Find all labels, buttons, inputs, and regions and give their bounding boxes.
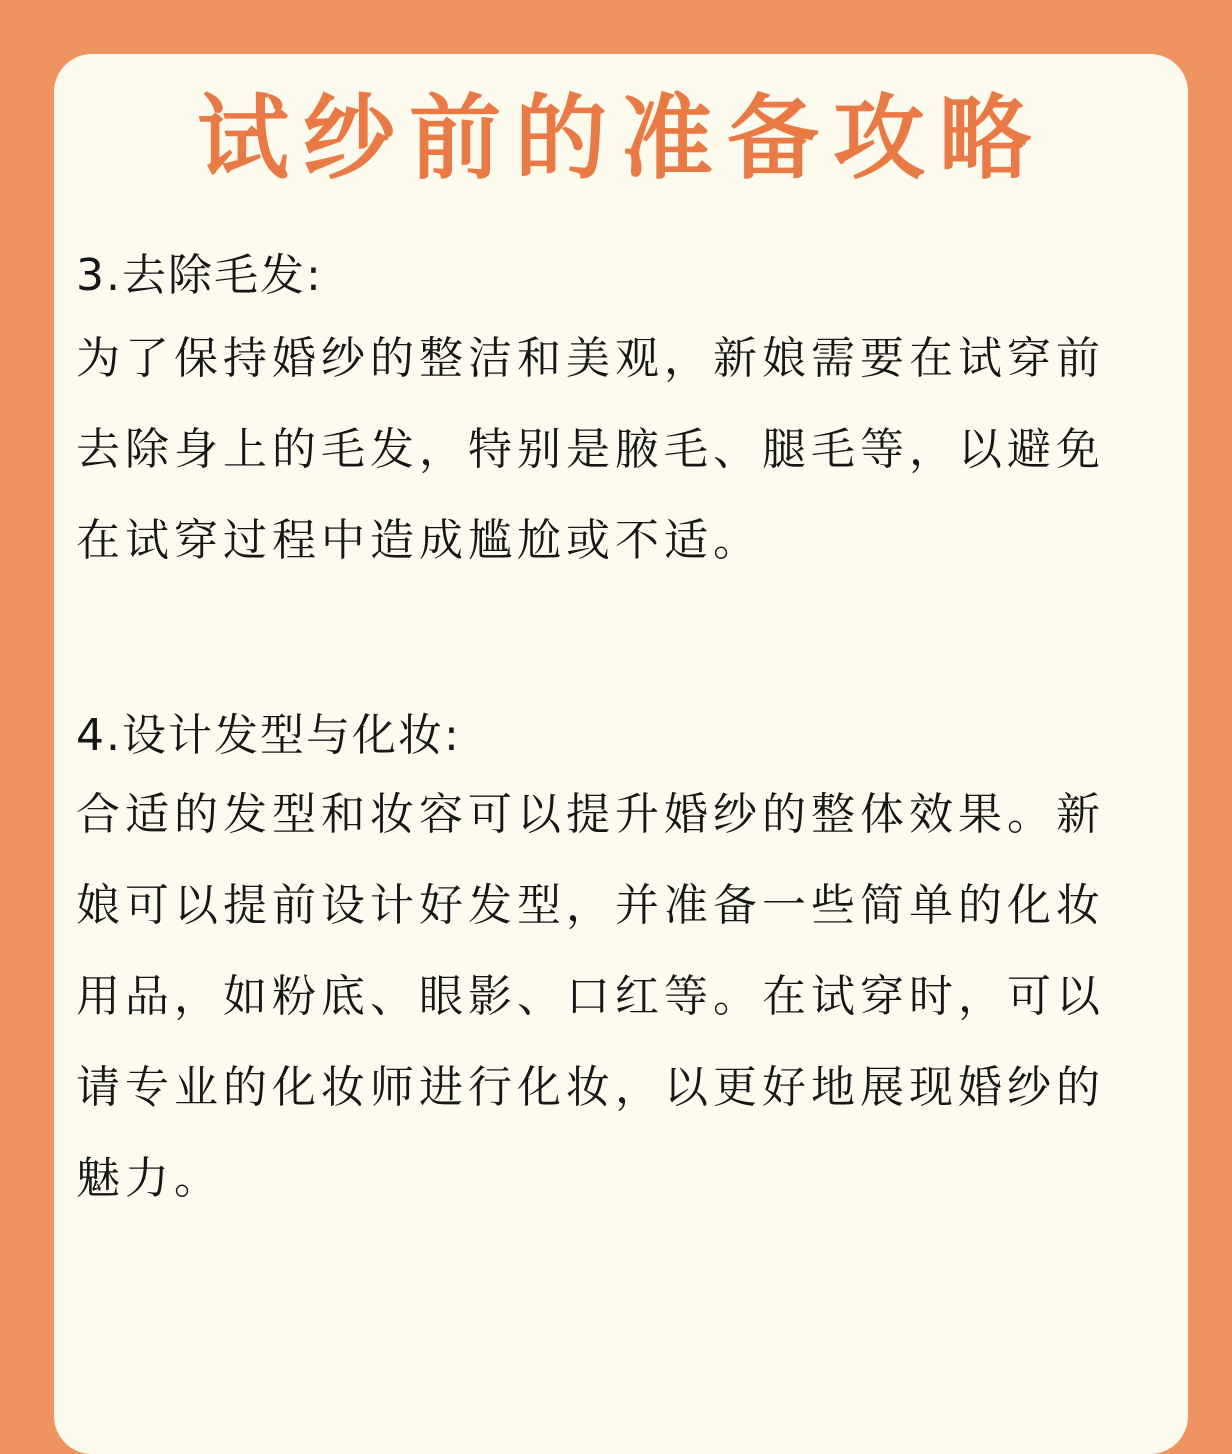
section-hair-makeup bbox=[76, 706, 1166, 1224]
section-heading: 4.设计发型与化妆: bbox=[76, 710, 461, 761]
section-heading: 3.去除毛发: bbox=[76, 250, 323, 301]
section-body: 为了保持婚纱的整洁和美观，新娘需要在试穿前去除身上的毛发，特别是腋毛、腿毛等，以避免在试穿过程中造成尴尬或不适。 bbox=[76, 333, 1105, 566]
page-title: 试纱前的准备攻略 bbox=[196, 85, 1045, 192]
section-body: 合适的发型和妆容可以提升婚纱的整体效果。新娘可以提前设计好发型，并准备一些简单的化妆用品，如粉底、眼影、口红等。在试穿时，可以请专业的化妆师进行化妆，以更好地展现婚纱的魅力。 bbox=[76, 789, 1105, 1204]
section-hair-removal bbox=[76, 246, 1166, 586]
content-card bbox=[54, 54, 1188, 1454]
